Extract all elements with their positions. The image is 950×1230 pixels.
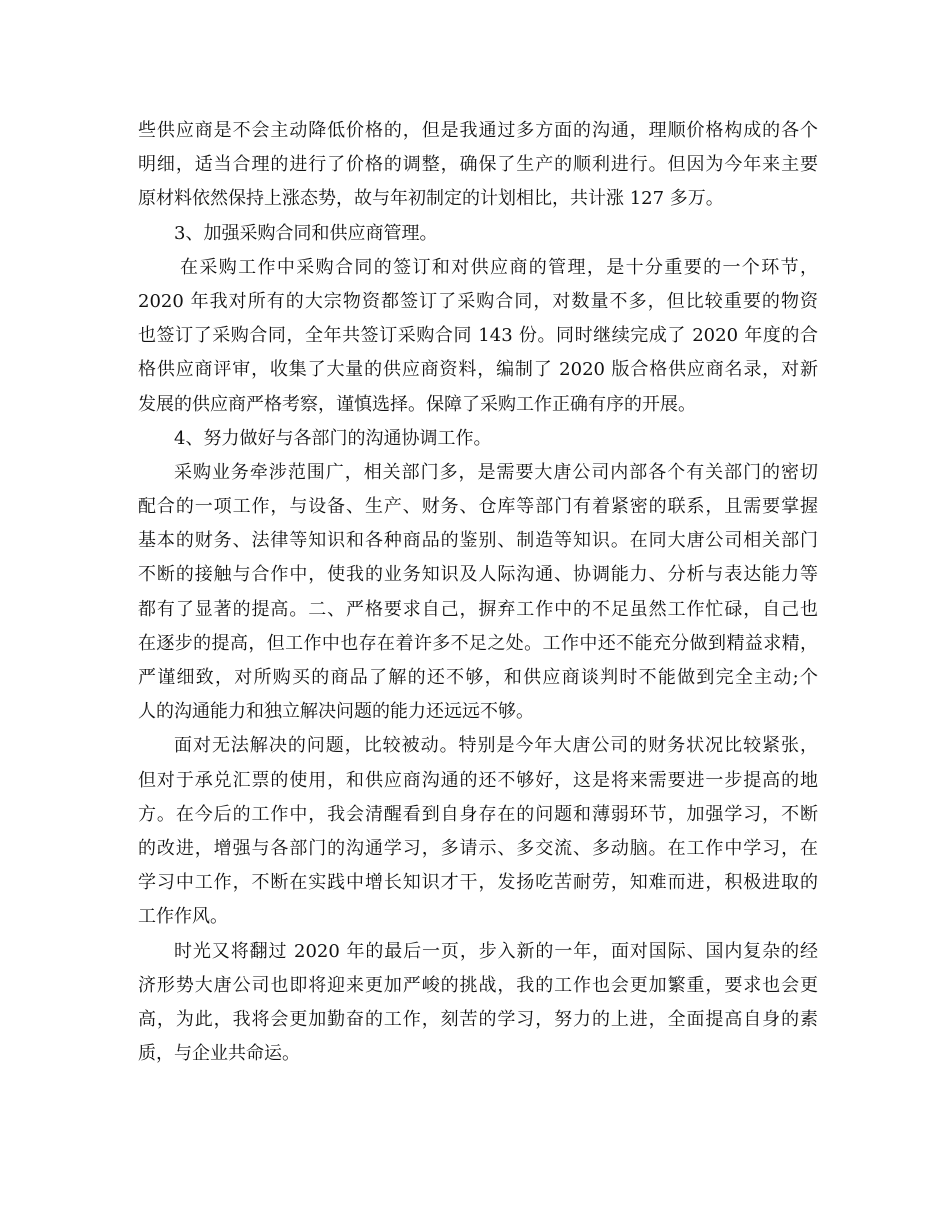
text-line: 面对无法解决的问题，比较被动。特别是今年大唐公司的财务状况比较紧张，	[174, 735, 818, 757]
text-line: 高，为此，我将会更加勤奋的工作，刻苦的学习，努力的上进，全面提高自身的素	[138, 1008, 818, 1030]
text-line: 时光又将翻过 2020 年的最后一页，步入新的一年，面对国际、国内复杂的经	[174, 940, 818, 962]
text-line: 工作作风。	[138, 906, 228, 928]
text-line: 原材料依然保持上涨态势，故与年初制定的计划相比，共计涨 127 多万。	[138, 188, 724, 210]
text-line: 些供应商是不会主动降低价格的，但是我通过多方面的沟通，理顺价格构成的各个	[138, 120, 818, 141]
text-line: 也签订了采购合同，全年共签订采购合同 143 份。同时继续完成了 2020 年度的合	[138, 325, 818, 347]
text-line: 都有了显著的提高。二、严格要求自己，摒弃工作中的不足虽然工作忙碌，自己也	[138, 598, 818, 620]
section-heading: 4、努力做好与各部门的沟通协调工作。	[174, 427, 492, 449]
text-line: 不断的接触与合作中，使我的业务知识及人际沟通、协调能力、分析与表达能力等	[138, 564, 818, 586]
text-line: 质，与企业共命运。	[138, 1043, 300, 1065]
section-heading: 3、加强采购合同和供应商管理。	[174, 222, 438, 244]
text-line: 济形势大唐公司也即将迎来更加严峻的挑战，我的工作也会更加繁重，要求也会更	[138, 974, 818, 996]
text-line: 明细，适当合理的进行了价格的调整，确保了生产的顺利进行。但因为今年来主要	[138, 154, 818, 176]
text-line: 但对于承兑汇票的使用，和供应商沟通的还不够好，这是将来需要进一步提高的地	[138, 769, 818, 791]
text-line: 配合的一项工作，与设备、生产、财务、仓库等部门有着紧密的联系，且需要掌握	[138, 496, 818, 518]
text-line: 发展的供应商严格考察，谨慎选择。保障了采购工作正确有序的开展。	[138, 393, 696, 415]
text-line: 的改进，增强与各部门的沟通学习，多请示、多交流、多动脑。在工作中学习，在	[138, 837, 818, 859]
text-line: 基本的财务、法律等知识和各种商品的鉴别、制造等知识。在同大唐公司相关部门	[138, 530, 818, 552]
document-body	[138, 114, 818, 1071]
text-line: 在采购工作中采购合同的签订和对供应商的管理，是十分重要的一个环节，	[180, 256, 818, 278]
text-line: 格供应商评审，收集了大量的供应商资料，编制了 2020 版合格供应商名录，对新	[138, 359, 818, 381]
text-line: 学习中工作，不断在实践中增长知识才干，发扬吃苦耐劳，知难而进，积极进取的	[138, 872, 818, 894]
text-line: 人的沟通能力和独立解决问题的能力还远远不够。	[138, 701, 534, 723]
text-line: 采购业务牵涉范围广，相关部门多，是需要大唐公司内部各个有关部门的密切	[174, 461, 818, 483]
text-line: 方。在今后的工作中，我会清醒看到自身存在的问题和薄弱环节，加强学习，不断	[138, 803, 818, 825]
text-line: 严谨细致，对所购买的商品了解的还不够，和供应商谈判时不能做到完全主动;个	[138, 667, 818, 688]
text-line: 在逐步的提高，但工作中也存在着许多不足之处。工作中还不能充分做到精益求精，	[138, 632, 818, 654]
text-line: 2020 年我对所有的大宗物资都签订了采购合同，对数量不多，但比较重要的物资	[138, 290, 818, 312]
